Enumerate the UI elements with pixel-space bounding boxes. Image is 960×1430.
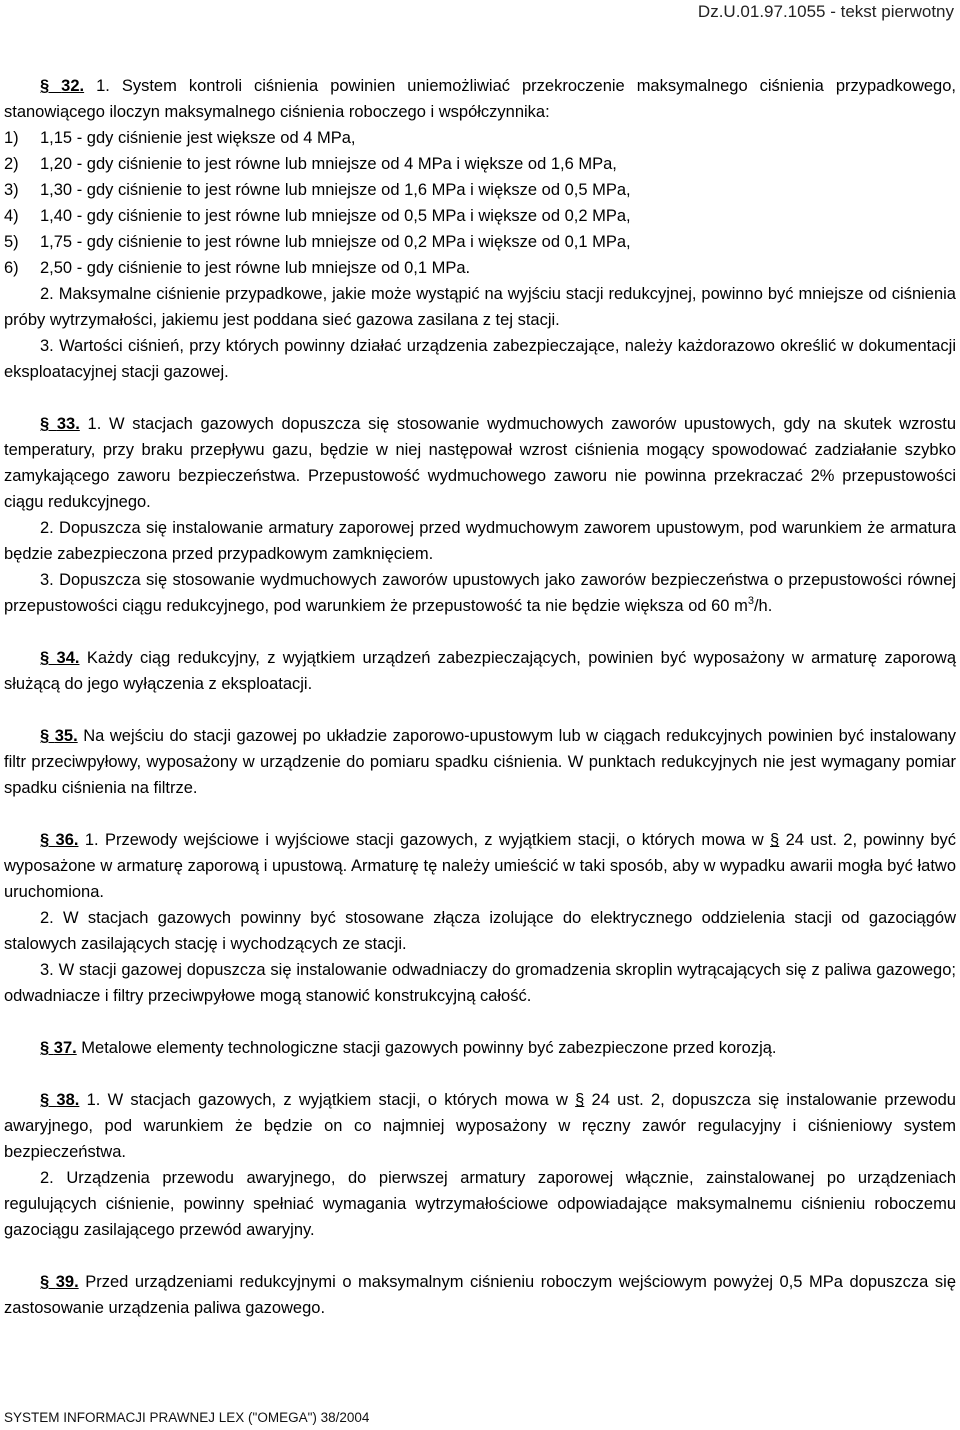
cross-reference-link[interactable]: § 24 [575,1091,610,1109]
section-37-para: § 37. Metalowe elementy technologiczne stacji gazowych powinny być zabezpieczone przed korozją. [40,1039,777,1057]
list-item: 2) 1,20 - gdy ciśnienie to jest równe lub mniejsze od 4 MPa i większe od 1,6 MPa, [4,155,617,173]
list-item: 5) 1,75 - gdy ciśnienie to jest równe lub mniejsze od 0,2 MPa i większe od 0,1 MPa, [4,233,631,251]
section-38-para-1: § 38. 1. W stacjach gazowych, z wyjątkiem stacji, o których mowa w § 24 ust. 2, dopuszcza się instalowanie przewodu awaryjnego, pod warunkiem że będzie on co najmniej wyposażony w ręczny zawór regulacyjny i ciśnieniowy system bezpieczeństwa. [4,1091,956,1161]
section-36-para-2: 2. W stacjach gazowych powinny być stosowane złącza izolujące do elektrycznego oddzielenia stacji od gazociągów stalowych zasilających stację i wychodzących ze stacji. [4,909,956,953]
section-35-para: § 35. Na wejściu do stacji gazowej po układzie zaporowo-upustowym lub w ciągach redukcyjnych powinien być instalowany filtr przeciwpyłowy, wyposażony w urządzenie do pomiaru spadku ciśnienia. W punktach redukcyjnych nie jest wymagany pomiar spadku ciśnienia na filtrze. [4,727,956,797]
section-34-link[interactable]: § 34. [40,649,80,667]
section-34-para: § 34. Każdy ciąg redukcyjny, z wyjątkiem urządzeń zabezpieczających, powinien być wyposażony w armaturę zaporową służącą do jego wyłączenia z eksploatacji. [4,649,956,693]
section-33-para-2: 2. Dopuszcza się instalowanie armatury zaporowej przed wydmuchowym zaworem upustowym, pod warunkiem że armatura będzie zabezpieczona przed przypadkowym zamknięciem. [4,519,956,563]
page-footer: SYSTEM INFORMACJI PRAWNEJ LEX ("OMEGA") 38/2004 [4,1410,370,1425]
section-36-para-1: § 36. 1. Przewody wejściowe i wyjściowe stacji gazowych, z wyjątkiem stacji, o których mowa w § 24 ust. 2, powinny być wyposażone w armaturę zaporową i upustową. Armaturę tę należy umieścić w taki sposób, aby w wypadku awarii mogła być łatwo uruchomiona. [4,831,956,901]
section-37-link[interactable]: § 37. [40,1039,77,1057]
list-item: 4) 1,40 - gdy ciśnienie to jest równe lub mniejsze od 0,5 MPa i większe od 0,2 MPa, [4,207,631,225]
section-38-para-2: 2. Urządzenia przewodu awaryjnego, do pierwszej armatury zaporowej włącznie, zainstalowanej po urządzeniach regulujących ciśnienie, powinny spełniać wymagania wytrzymałościowe odpowiadające maksymalnemu ciśnieniu roboczemu gazociągu zasilającego przewód awaryjny. [4,1169,956,1239]
section-32-para-2: 2. Maksymalne ciśnienie przypadkowe, jakie może wystąpić na wyjściu stacji redukcyjnej, powinno być mniejsze od ciśnienia próby wytrzymałości, jakiemu jest poddana sieć gazowa zasilana z tej stacji. [4,285,956,329]
section-39-link[interactable]: § 39. [40,1273,79,1291]
section-33-para-1: § 33. 1. W stacjach gazowych dopuszcza się stosowanie wydmuchowych zaworów upustowych, gdy na skutek wzrostu temperatury, przy braku przepływu gazu, będzie w niej następował wzrost ciśnienia mogący spowodować zadziałanie szybko zamykającego zaworu bezpieczeństwa. Przepustowość wydmuchowego zaworu nie powinna przekraczać 2% przepustowości ciągu redukcyjnego. [4,415,956,511]
list-item: 1) 1,15 - gdy ciśnienie jest większe od 4 MPa, [4,129,356,147]
section-38-link[interactable]: § 38. [40,1091,80,1109]
section-36-para-3: 3. W stacji gazowej dopuszcza się instalowanie odwadniaczy do gromadzenia skroplin wytrącających się z paliwa gazowego; odwadniacze i filtry przeciwpyłowe mogą stanowić konstrukcyjną całość. [4,961,956,1005]
section-33-link[interactable]: § 33. [40,415,80,433]
cross-reference-link[interactable]: § 24 [770,831,804,849]
section-32-list [4,125,956,281]
legal-text-body [4,73,956,1321]
list-item: 6) 2,50 - gdy ciśnienie to jest równe lub mniejsze od 0,1 MPa. [4,259,471,277]
superscript-exponent: 3 [747,595,754,607]
section-32-para-1: § 32. 1. System kontroli ciśnienia powinien uniemożliwiać przekroczenie maksymalnego ciśnienia przypadkowego, stanowiącego iloczyn maksymalnego ciśnienia roboczego i współczynnika: [4,77,956,121]
section-33-para-3: 3. Dopuszcza się stosowanie wydmuchowych zaworów upustowych jako zaworów bezpieczeństwa o przepustowości równej przepustowości ciągu redukcyjnego, pod warunkiem że przepustowość ta nie będzie większa od 60 $m^3/h$. [4,571,956,615]
section-35-link[interactable]: § 35. [40,727,78,745]
section-32-para-3: 3. Wartości ciśnień, przy których powinny działać urządzenia zabezpieczające, należy każdorazowo określić w dokumentacji eksploatacyjnej stacji gazowej. [4,337,956,381]
document-reference: Dz.U.01.97.1055 - tekst pierwotny [697,2,954,21]
section-36-link[interactable]: § 36. [40,831,79,849]
section-32-link[interactable]: § 32. [40,77,85,95]
section-39-para: § 39. Przed urządzeniami redukcyjnymi o maksymalnym ciśnieniu roboczym wejściowym powyżej 0,5 MPa dopuszcza się zastosowanie urządzenia paliwa gazowego. [4,1273,956,1317]
list-item: 3) 1,30 - gdy ciśnienie to jest równe lub mniejsze od 1,6 MPa i większe od 0,5 MPa, [4,181,631,199]
